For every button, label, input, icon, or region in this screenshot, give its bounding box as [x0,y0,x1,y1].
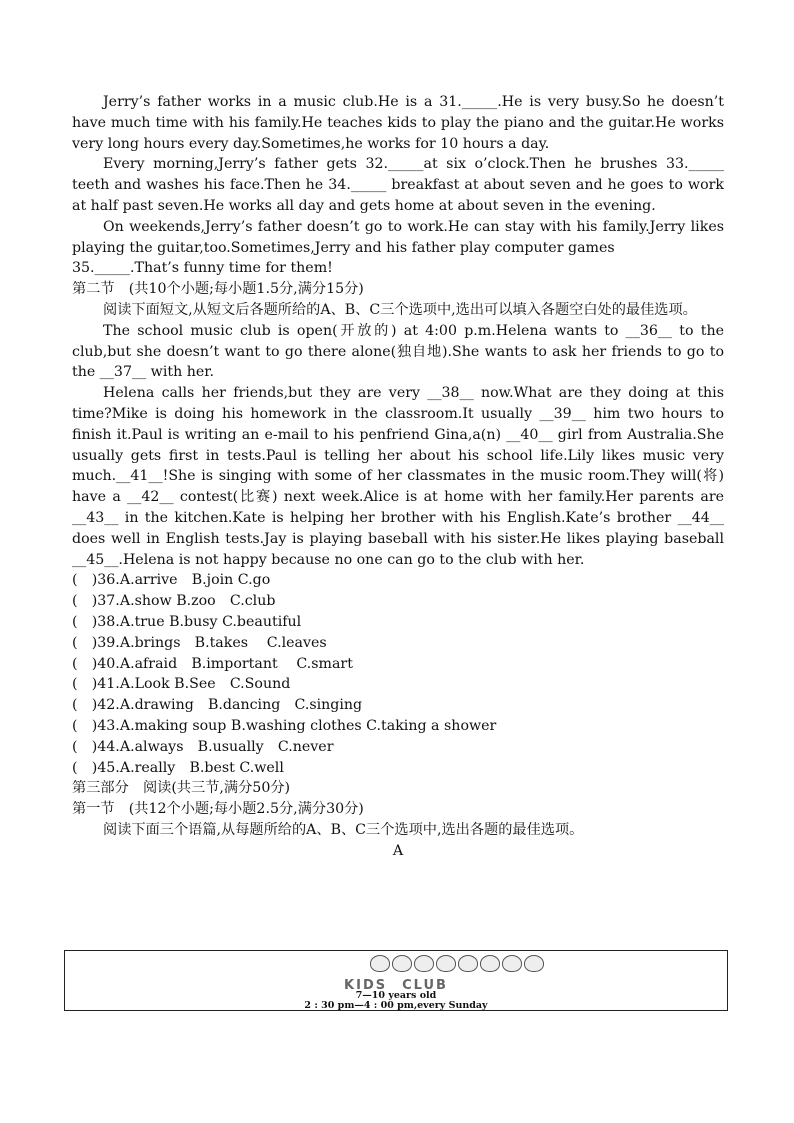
kid-face-icon [458,955,478,972]
part3-heading: 第三部分 阅读(共三节,满分50分) [72,780,291,797]
option-line: ( )45.A.really B.best C.well [72,759,284,776]
passage1-paragraph-3: On weekends,Jerry’s father doesn’t go to work.He can stay with his family.Jerry likes playing the guitar,too.Sometimes,Jerry and his father play computer games [72,218,724,256]
passage1-paragraph-1: Jerry’s father works in a music club.He is a 31._____.He is very busy.So he doesn’t have much time with his family.He teaches kids to play the piano and the guitar.He works very long hours every day.Sometimes,he works for 10 hours a day. [72,94,724,152]
section2-instruction: 阅读下面短文,从短文后各题所给的A、B、C三个选项中,选出可以填入各题空白处的最佳选项。 [103,301,697,318]
club-ages: 7—10 years old [355,990,437,1001]
passage2-paragraph-2: Helena calls her friends,but they are very __38__ now.What are they doing at this time?Mike is doing his homework in the classroom.It usually __39__ him two hours to finish it.Paul is writing an e-mail to his penfriend Gina,a(n) __40__ girl from Australia.She usually gets first in tests.Paul is telling her about his school life.Lily likes music very much.__41__!She is singing with some of her classmates in the music room.They will(将) have a __42__ contest(比赛) next week.Alice is at home with her family.Her parents are __43__ in the kitchen.Kate is helping her brother with his English.Kate’s brother __44__ does well in English tests.Jay is playing baseball with his sister.He likes playing baseball __45__.Helena is not happy because no one can go to the club with her. [72,385,724,568]
section2-heading: 第二节 (共10个小题;每小题1.5分,满分15分) [72,281,364,298]
club-time: 2 : 30 pm—4 : 00 pm,every Sunday [304,1000,488,1011]
kid-face-icon [414,955,434,972]
kids-club-ad [64,950,728,1011]
passage-label-a: A [392,842,404,859]
exam-page [72,92,724,861]
kid-face-icon [524,955,544,972]
option-line: ( )37.A.show B.zoo C.club [72,593,276,610]
option-line: ( )41.A.Look B.See C.Sound [72,676,291,693]
option-line: ( )42.A.drawing B.dancing C.singing [72,697,363,714]
part3-section1-heading: 第一节 (共12个小题;每小题2.5分,满分30分) [72,801,364,818]
kid-face-icon [480,955,500,972]
kid-face-icon [392,955,412,972]
kid-face-icon [502,955,522,972]
part3-instruction: 阅读下面三个语篇,从每题所给的A、B、C三个选项中,选出各题的最佳选项。 [103,821,584,838]
passage2-paragraph-1: The school music club is open(开放的) at 4:00 p.m.Helena wants to __36__ to the club,but she doesn’t want to go there alone(独自地).She wants to ask her friends to go to the __37__ with her. [72,322,724,381]
option-line: ( )39.A.brings B.takes C.leaves [72,634,327,651]
club-title: KIDS CLUB [344,978,448,993]
option-line: ( )38.A.true B.busy C.beautiful [72,613,302,630]
option-line: ( )44.A.always B.usually C.never [72,738,334,755]
kid-face-icon [370,955,390,972]
passage1-paragraph-4: 35._____.That’s funny time for them! [72,260,333,277]
passage1-paragraph-2: Every morning,Jerry’s father gets 32._____at six o’clock.Then he brushes 33._____ teeth and washes his face.Then he 34._____ breakfast at about seven and he goes to work at half past seven.He works all day and gets home at about seven in the evening. [72,156,724,214]
option-line: ( )36.A.arrive B.join C.go [72,572,271,589]
kid-face-icon [436,955,456,972]
option-line: ( )40.A.afraid B.important C.smart [72,655,353,672]
option-line: ( )43.A.making soup B.washing clothes C.taking a shower [72,717,497,734]
